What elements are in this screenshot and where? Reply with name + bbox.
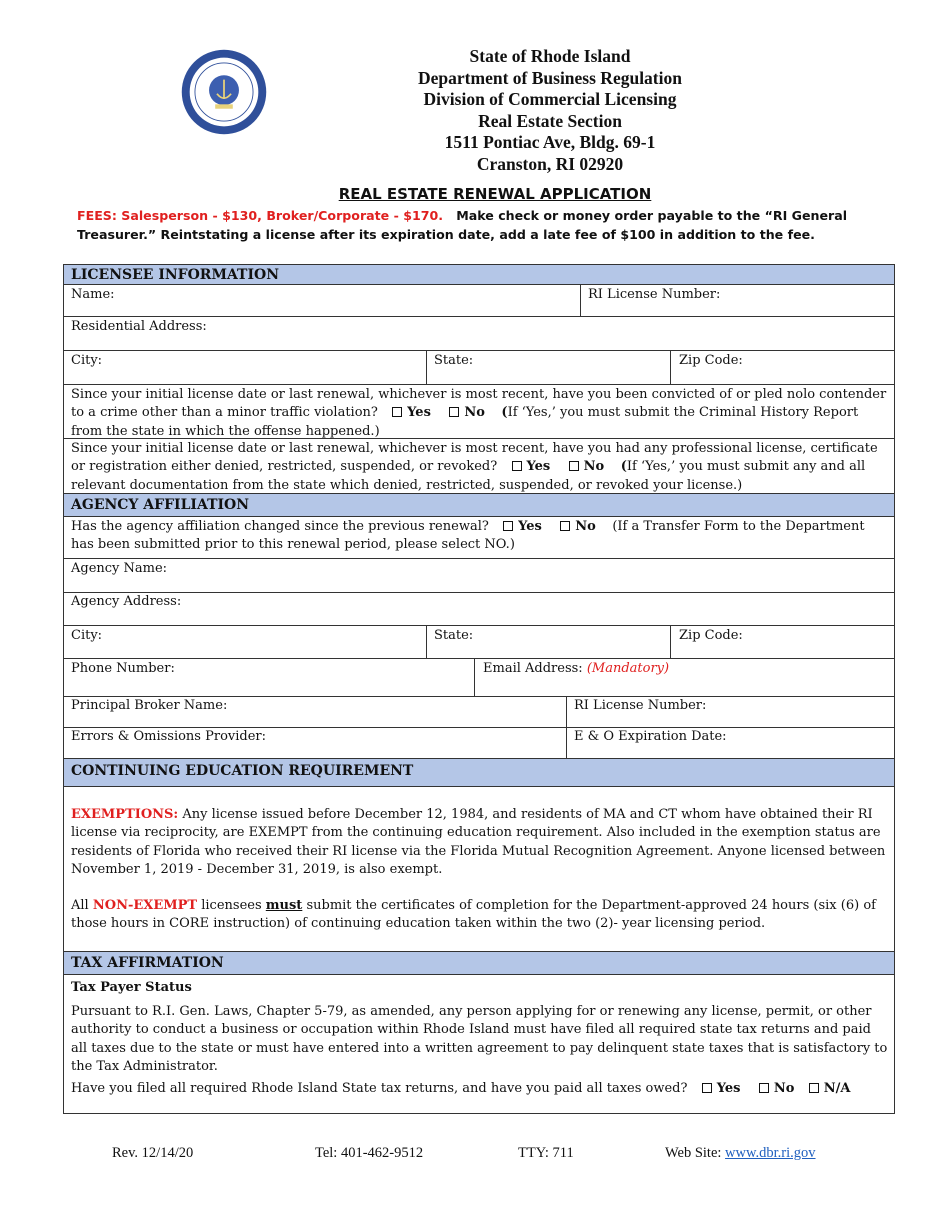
header-line-section: Real Estate Section xyxy=(478,110,622,131)
header-line-address: 1511 Pontiac Ave, Bldg. 69-1 xyxy=(444,132,656,152)
conviction-yes-checkbox[interactable] xyxy=(392,407,402,417)
footer-telephone: Tel: 401-462-9512 xyxy=(315,1145,424,1161)
agency-name-label: Agency Name: xyxy=(71,561,168,576)
agency-change-question: Has the agency affiliation changed since the previous renewal? Yes No (If a Transfer Form to the Department has been submitted prior to this renewal period, please select NO.) xyxy=(71,519,865,553)
agency-zip-code-label: Zip Code: xyxy=(679,628,743,643)
agency-address-label: Agency Address: xyxy=(71,594,182,609)
exemptions-label: EXEMPTIONS: xyxy=(71,807,179,822)
agency-change-no-checkbox[interactable] xyxy=(560,521,570,531)
header-line-state: State of Rhode Island xyxy=(469,46,631,66)
agency-city-label: City: xyxy=(71,628,103,643)
zip-code-label: Zip Code: xyxy=(679,353,743,368)
tax-yes-checkbox[interactable] xyxy=(702,1083,712,1093)
footer-revision: Rev. 12/14/20 xyxy=(112,1145,194,1161)
agency-header xyxy=(380,46,720,175)
document-title: REAL ESTATE RENEWAL APPLICATION xyxy=(338,185,652,203)
conviction-no-checkbox[interactable] xyxy=(449,407,459,417)
fees-payable-line1: Make check or money order payable to the “RI General xyxy=(456,208,848,223)
tax-na-checkbox[interactable] xyxy=(809,1083,819,1093)
section-continuing-education: CONTINUING EDUCATION REQUIREMENT xyxy=(64,758,894,787)
criminal-conviction-question: Since your initial license date or last renewal, whichever is most recent, have you been convicted of or pled nolo contender to a crime other than a minor traffic violation? Yes No (If ‘Yes,’ you must submit the Criminal History Report from the state in which the offense happened.) xyxy=(71,387,887,439)
principal-broker-name-label: Principal Broker Name: xyxy=(71,698,228,713)
residential-address-label: Residential Address: xyxy=(71,319,207,334)
discipline-yes-checkbox[interactable] xyxy=(512,461,522,471)
footer-website: Web Site: www.dbr.ri.gov xyxy=(665,1145,816,1161)
tax-no-checkbox[interactable] xyxy=(759,1083,769,1093)
phone-number-label: Phone Number: xyxy=(71,661,175,676)
fees-notice xyxy=(77,206,877,244)
section-agency-affiliation: AGENCY AFFILIATION xyxy=(64,493,894,517)
tax-returns-question: Have you filed all required Rhode Island State tax returns, and have you paid all taxes owed? Yes No N/A xyxy=(71,1081,851,1096)
name-label: Name: xyxy=(71,287,115,302)
fees-payable-line2: Treasurer.” Reintstating a license after its expiration date, add a late fee of $100 in addition to the fee. xyxy=(77,227,815,242)
section-tax-affirmation: TAX AFFIRMATION xyxy=(64,951,894,975)
state-label: State: xyxy=(434,353,474,368)
email-address-label: Email Address: (Mandatory) xyxy=(483,661,670,676)
footer-tty: TTY: 711 xyxy=(518,1145,574,1161)
website-link[interactable]: www.dbr.ri.gov xyxy=(725,1145,816,1161)
email-mandatory-note: (Mandatory) xyxy=(586,661,670,676)
license-discipline-question: Since your initial license date or last renewal, whichever is most recent, have you had any professional license, certificate or registration either denied, restricted, suspended, or revoked? Yes No (If ‘Yes,’ you must submit any and all relevant documentation from the state which denied, restricted, suspended, or revoked your license.) xyxy=(71,441,878,493)
fees-amounts: FEES: Salesperson - $130, Broker/Corporate - $170. xyxy=(77,208,444,223)
non-exempt-label: NON-EXEMPT xyxy=(92,898,198,913)
discipline-no-checkbox[interactable] xyxy=(569,461,579,471)
header-line-division: Division of Commercial Licensing xyxy=(423,89,677,109)
section-licensee-information: LICENSEE INFORMATION xyxy=(64,264,894,285)
header-line-city: Cranston, RI 02920 xyxy=(476,153,624,174)
header-line-department: Department of Business Regulation xyxy=(418,67,682,88)
department-seal-logo xyxy=(180,48,268,136)
exemptions-paragraph: EXEMPTIONS: Any license issued before December 12, 1984, and residents of MA and CT whom have obtained their RI license via reciprocity, are EXEMPT from the continuing education requirement. Also included in the exemption status are residents of Florida who received their RI license via the Florida Mutual Recognition Agreement. Anyone licensed between November 1, 2019 - December 31, 2019, is also exempt. xyxy=(71,807,886,877)
city-label: City: xyxy=(71,353,103,368)
agency-change-yes-checkbox[interactable] xyxy=(503,521,513,531)
tax-payer-status-heading: Tax Payer Status xyxy=(71,980,192,995)
agency-state-label: State: xyxy=(434,628,474,643)
non-exempt-paragraph: All NON-EXEMPT licensees must submit the certificates of completion for the Department-approved 24 hours (six (6) of those hours in CORE instruction) of continuing education taken within the two (2)- year licensing period. xyxy=(71,898,876,932)
renewal-form xyxy=(63,264,895,1114)
errors-omissions-provider-label: Errors & Omissions Provider: xyxy=(71,729,267,744)
tax-law-paragraph: Pursuant to R.I. Gen. Laws, Chapter 5-79, as amended, any person applying for or renewing any license, permit, or other authority to conduct a business or occupation within Rhode Island must have filed all required state tax returns and paid all taxes due to the state or must have entered into a written agreement to pay delinquent state taxes that is satisfactory to the Tax Administrator. xyxy=(71,1004,888,1074)
ri-license-number-label: RI License Number: xyxy=(588,287,721,302)
eo-expiration-date-label: E & O Expiration Date: xyxy=(574,729,727,744)
broker-ri-license-number-label: RI License Number: xyxy=(574,698,707,713)
